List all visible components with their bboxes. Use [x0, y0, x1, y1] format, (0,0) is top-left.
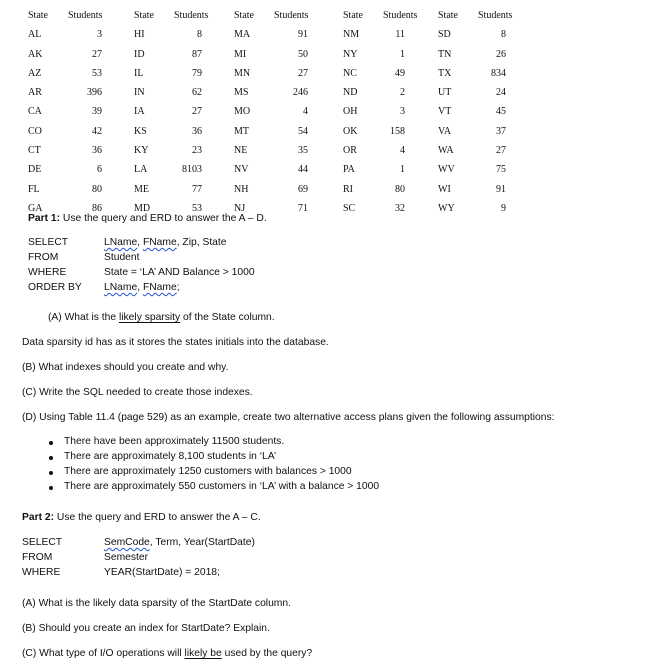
student-count: 8103 — [182, 164, 202, 176]
student-count: 87 — [192, 48, 202, 60]
header-state: State — [28, 10, 48, 21]
student-count: 86 — [92, 202, 102, 214]
bullet-dot — [49, 441, 53, 445]
state-code: WY — [438, 202, 455, 214]
table-header-row — [28, 10, 628, 29]
state-code: AZ — [28, 67, 42, 79]
state-code: PA — [343, 164, 355, 176]
assumption-item: There are approximately 1250 customers with balances > 1000 — [64, 466, 352, 477]
student-count: 91 — [298, 29, 308, 41]
state-code: MA — [234, 29, 251, 41]
header-state: State — [234, 10, 254, 21]
sql-from-keyword: FROM — [28, 252, 59, 263]
state-code: WV — [438, 164, 455, 176]
state-code: SC — [343, 202, 356, 214]
table-row — [28, 68, 628, 87]
sql-orderby-keyword: ORDER BY — [28, 282, 82, 293]
student-count: 1 — [400, 164, 405, 176]
sql-select-keyword: SELECT — [28, 237, 69, 248]
part2-question-c: (C) What type of I/O operations will likely be used by the query? — [22, 648, 313, 659]
assumption-item: There are approximately 550 customers in ‘LA’ with a balance > 1000 — [64, 481, 380, 492]
state-code: OK — [343, 125, 358, 137]
part2-intro: Use the query and ERD to answer the A – C. — [54, 512, 261, 523]
part1-question-c: (C) Write the SQL needed to create those indexes. — [22, 387, 253, 398]
state-code: CT — [28, 145, 41, 157]
state-code: TN — [438, 48, 452, 60]
student-count: 69 — [298, 183, 308, 195]
student-count: 3 — [97, 29, 102, 41]
header-state: State — [134, 10, 154, 21]
sql-orderby-columns: LName, FName; — [104, 282, 180, 293]
state-code: OR — [343, 145, 357, 157]
sql-select-keyword: SELECT — [22, 537, 63, 548]
sql-col-lname: LName — [104, 237, 138, 248]
sql-where-condition: State = ‘LA’ AND Balance > 1000 — [104, 267, 255, 278]
assumption-item: There are approximately 8,100 students in ‘LA’ — [64, 451, 277, 462]
state-code: LA — [134, 164, 148, 176]
state-code: FL — [28, 183, 40, 195]
table-row — [28, 49, 628, 68]
state-code: MO — [234, 106, 251, 118]
part1-label: Part 1: — [28, 213, 61, 224]
state-code: NH — [234, 183, 249, 195]
header-students: Students — [68, 10, 103, 21]
student-count: 4 — [400, 145, 405, 157]
student-count: 834 — [491, 67, 506, 79]
state-code: ME — [134, 183, 149, 195]
part2-question-a: (A) What is the likely data sparsity of the StartDate column. — [22, 598, 291, 609]
state-students-table — [28, 10, 628, 222]
state-code: RI — [343, 183, 353, 195]
part2-heading — [22, 512, 261, 523]
student-count: 80 — [92, 183, 102, 195]
table-row — [28, 184, 628, 203]
state-code: MI — [234, 48, 247, 60]
part2-label: Part 2: — [22, 512, 55, 523]
student-count: 42 — [92, 125, 102, 137]
sql-from-keyword: FROM — [22, 552, 53, 563]
state-code: NV — [234, 164, 249, 176]
part1-heading — [28, 213, 267, 224]
student-count: 36 — [192, 125, 202, 137]
state-code: DE — [28, 164, 42, 176]
part1-answer-a: Data sparsity id has as it stores the states initials into the database. — [22, 337, 329, 348]
sql-from-table: Semester — [104, 552, 149, 563]
student-count: 36 — [92, 145, 102, 157]
student-count: 27 — [496, 145, 506, 157]
student-count: 8 — [197, 29, 202, 41]
header-students: Students — [478, 10, 513, 21]
part1-question-a: (A) What is the likely sparsity of the State column. — [48, 312, 275, 323]
student-count: 62 — [192, 87, 202, 99]
bullet-dot — [49, 486, 53, 490]
student-count: 27 — [192, 106, 202, 118]
state-code: IA — [134, 106, 145, 118]
state-code: NJ — [234, 202, 246, 214]
sql-from-table: Student — [104, 252, 140, 263]
state-code: NE — [234, 145, 248, 157]
sql-col-fname: FName — [142, 237, 177, 248]
student-count: 6 — [97, 164, 102, 176]
table-row — [28, 29, 628, 48]
student-count: 35 — [298, 145, 308, 157]
sql-where-keyword: WHERE — [28, 267, 67, 278]
table-row — [28, 164, 628, 183]
student-count: 27 — [92, 48, 102, 60]
student-count: 77 — [192, 183, 202, 195]
state-code: ID — [134, 48, 145, 60]
likely-sparsity-text: likely sparsity — [118, 312, 181, 323]
table-row — [28, 126, 628, 145]
student-count: 158 — [390, 125, 405, 137]
student-count: 71 — [298, 202, 308, 214]
student-count: 246 — [293, 87, 308, 99]
student-count: 23 — [192, 145, 202, 157]
student-count: 80 — [395, 183, 405, 195]
state-code: MS — [234, 87, 249, 99]
student-count: 75 — [496, 164, 506, 176]
header-students: Students — [174, 10, 209, 21]
student-count: 37 — [496, 125, 506, 137]
state-code: WA — [438, 145, 454, 157]
state-code: MT — [234, 125, 249, 137]
student-count: 39 — [92, 106, 102, 118]
student-count: 11 — [395, 29, 405, 41]
header-state: State — [343, 10, 363, 21]
part1-intro: Use the query and ERD to answer the A – D. — [60, 213, 267, 224]
student-count: 91 — [496, 183, 506, 195]
state-code: NY — [343, 48, 358, 60]
part1-question-b: (B) What indexes should you create and why. — [22, 362, 229, 373]
state-code: KS — [134, 125, 147, 137]
state-code: GA — [28, 202, 43, 214]
state-code: KY — [134, 145, 149, 157]
sql-select-columns: LName, FName, Zip, State — [104, 237, 227, 248]
state-code: AK — [28, 48, 43, 60]
state-code: HI — [134, 29, 145, 41]
student-count: 1 — [400, 48, 405, 60]
state-code: VA — [438, 125, 452, 137]
part1-question-d: (D) Using Table 11.4 (page 529) as an example, create two alternative access plans given the following assumptions: — [22, 412, 555, 423]
student-count: 8 — [501, 29, 506, 41]
state-code: SD — [438, 29, 451, 41]
state-code: AL — [28, 29, 42, 41]
state-code: NC — [343, 67, 357, 79]
student-count: 49 — [395, 67, 405, 79]
student-count: 24 — [496, 87, 506, 99]
state-code: UT — [438, 87, 452, 99]
state-code: WI — [438, 183, 451, 195]
bullet-dot — [49, 456, 53, 460]
student-count: 26 — [496, 48, 506, 60]
header-state: State — [438, 10, 458, 21]
state-code: AR — [28, 87, 42, 99]
sql-where-condition: YEAR(StartDate) = 2018; — [104, 567, 220, 578]
student-count: 50 — [298, 48, 308, 60]
header-students: Students — [274, 10, 309, 21]
sql-where-keyword: WHERE — [22, 567, 61, 578]
state-code: OH — [343, 106, 358, 118]
state-code: TX — [438, 67, 452, 79]
part2-question-b: (B) Should you create an index for StartDate? Explain. — [22, 623, 270, 634]
student-count: 3 — [400, 106, 405, 118]
state-code: ND — [343, 87, 358, 99]
student-count: 54 — [298, 125, 308, 137]
state-code: MN — [234, 67, 251, 79]
assumption-item: There have been approximately 11500 students. — [64, 436, 285, 447]
state-code: NM — [343, 29, 360, 41]
state-code: VT — [438, 106, 452, 118]
bullet-dot — [49, 471, 53, 475]
table-row — [28, 87, 628, 106]
student-count: 45 — [496, 106, 506, 118]
student-count: 53 — [92, 67, 102, 79]
header-students: Students — [383, 10, 418, 21]
table-row — [28, 145, 628, 164]
likely-be-text: likely be — [184, 648, 222, 659]
student-count: 4 — [303, 106, 308, 118]
student-count: 53 — [192, 202, 202, 214]
state-code: IN — [134, 87, 145, 99]
state-code: CA — [28, 106, 42, 118]
sql-col-semcode: SemCode — [104, 537, 150, 548]
student-count: 9 — [501, 202, 506, 214]
table-row — [28, 106, 628, 125]
student-count: 396 — [87, 87, 102, 99]
student-count: 27 — [298, 67, 308, 79]
state-code: IL — [134, 67, 144, 79]
student-count: 79 — [192, 67, 202, 79]
state-code: MD — [134, 202, 151, 214]
state-code: CO — [28, 125, 42, 137]
sql-select-columns: SemCode, Term, Year(StartDate) — [104, 537, 255, 548]
student-count: 2 — [400, 87, 405, 99]
student-count: 44 — [298, 164, 308, 176]
student-count: 32 — [395, 202, 405, 214]
